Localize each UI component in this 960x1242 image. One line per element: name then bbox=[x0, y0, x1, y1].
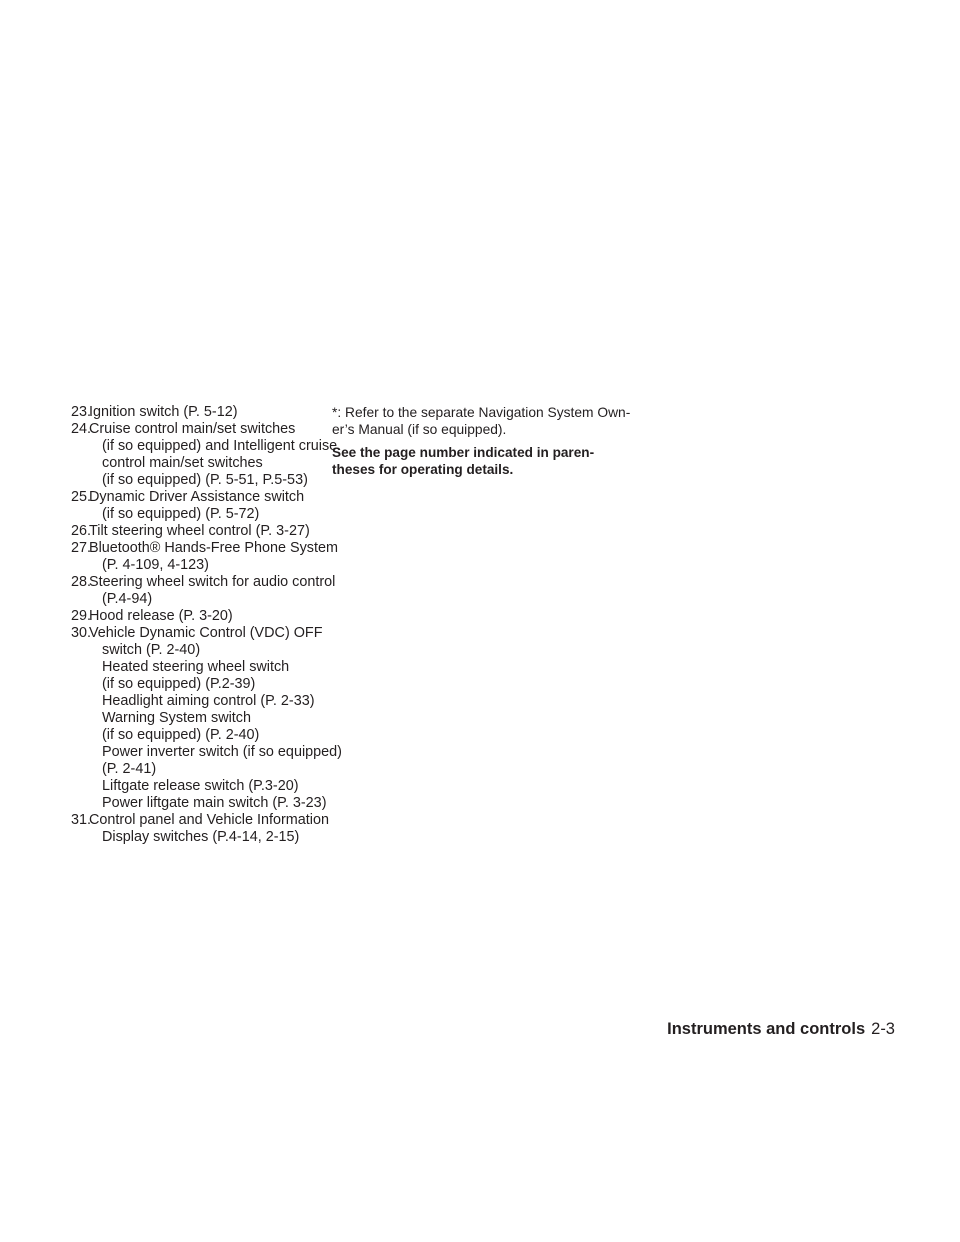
item-text-line: Power inverter switch (if so equipped) bbox=[102, 744, 342, 760]
numbered-component-list bbox=[71, 404, 342, 846]
note-line: *: Refer to the separate Navigation System Own- bbox=[332, 405, 631, 420]
item-text-line: Power liftgate main switch (P. 3-23) bbox=[102, 795, 327, 811]
item-text-line: Tilt steering wheel control (P. 3-27) bbox=[89, 523, 310, 539]
item-text-line: (P. 4-109, 4-123) bbox=[102, 557, 209, 573]
item-text-line: (if so equipped) (P.2-39) bbox=[102, 676, 256, 692]
item-text-line: Liftgate release switch (P.3-20) bbox=[102, 778, 299, 794]
item-text-line: Ignition switch (P. 5-12) bbox=[89, 404, 238, 420]
section-title: Instruments and controls bbox=[667, 1020, 866, 1038]
item-text-line: Cruise control main/set switches bbox=[89, 421, 296, 437]
item-text-line: (if so equipped) (P. 5-72) bbox=[102, 506, 260, 522]
item-text-line: switch (P. 2-40) bbox=[102, 642, 201, 658]
list-item bbox=[71, 421, 338, 489]
instruction-line: See the page number indicated in paren- bbox=[332, 445, 595, 460]
page-number: 2-3 bbox=[871, 1020, 895, 1038]
item-text-line: (if so equipped) and Intelligent cruise bbox=[102, 438, 338, 454]
item-text-line: Control panel and Vehicle Information bbox=[89, 812, 329, 828]
item-text-line: (if so equipped) (P. 5-51, P.5-53) bbox=[102, 472, 308, 488]
instruction-line: theses for operating details. bbox=[332, 462, 514, 477]
item-number: 30. bbox=[71, 625, 92, 641]
page-reference-instruction bbox=[332, 444, 612, 478]
note-line: er’s Manual (if so equipped). bbox=[332, 422, 507, 437]
list-item bbox=[71, 574, 336, 608]
item-text-line: Hood release (P. 3-20) bbox=[89, 608, 233, 624]
item-text-line: Warning System switch bbox=[102, 710, 252, 726]
list-item bbox=[71, 404, 331, 421]
item-number: 26. bbox=[71, 523, 92, 539]
item-number: 28. bbox=[71, 574, 92, 590]
item-number: 31. bbox=[71, 812, 92, 828]
list-item bbox=[71, 812, 331, 846]
list-item bbox=[71, 489, 331, 523]
page-footer bbox=[667, 1019, 895, 1039]
item-text-line: Vehicle Dynamic Control (VDC) OFF bbox=[89, 625, 323, 641]
item-number: 24. bbox=[71, 421, 92, 437]
notes-column bbox=[332, 404, 631, 484]
item-number: 25. bbox=[71, 489, 92, 505]
item-text-line: Bluetooth® Hands-Free Phone System bbox=[89, 540, 338, 556]
list-item bbox=[71, 625, 342, 812]
item-text-line: control main/set switches bbox=[102, 455, 263, 471]
item-text-line: Dynamic Driver Assistance switch bbox=[89, 489, 305, 505]
item-text-line: (P.4-94) bbox=[102, 591, 153, 607]
item-text-line: (P. 2-41) bbox=[102, 761, 157, 777]
item-number: 27. bbox=[71, 540, 92, 556]
item-number: 23. bbox=[71, 404, 92, 420]
item-text-line: (if so equipped) (P. 2-40) bbox=[102, 727, 260, 743]
item-text-line: Steering wheel switch for audio control bbox=[89, 574, 336, 590]
navigation-manual-note bbox=[332, 404, 631, 438]
list-item bbox=[71, 523, 331, 540]
item-text-line: Heated steering wheel switch bbox=[102, 659, 290, 675]
item-text-line: Display switches (P.4-14, 2-15) bbox=[102, 829, 300, 845]
item-number: 29. bbox=[71, 608, 92, 624]
list-item bbox=[71, 540, 338, 574]
list-item bbox=[71, 608, 331, 625]
item-text-line: Headlight aiming control (P. 2-33) bbox=[102, 693, 315, 709]
